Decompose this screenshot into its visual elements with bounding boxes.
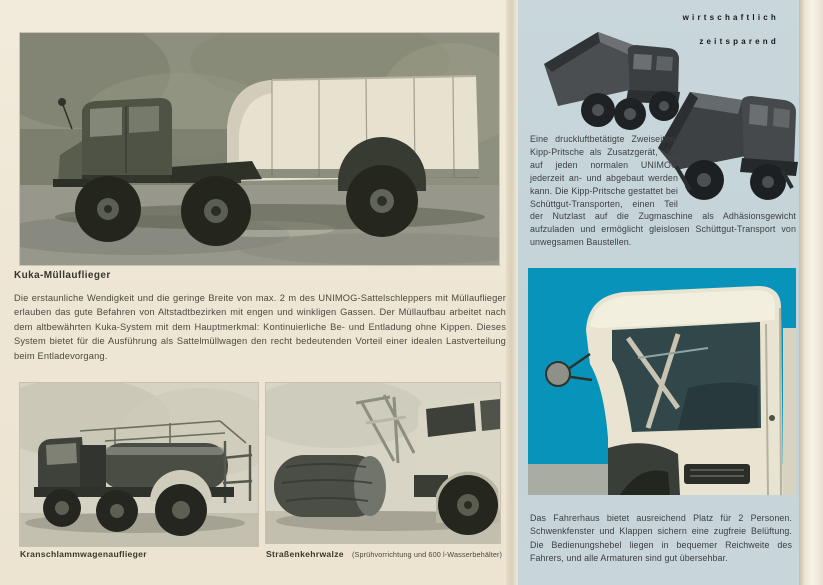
page-spine <box>506 0 518 585</box>
caption-sweeper: Straßenkehrwalze <box>266 549 344 559</box>
sweeper-illustration <box>266 383 500 543</box>
right-top-paragraph-wrap <box>530 133 796 249</box>
photo-sludge-tanker <box>20 383 258 546</box>
main-photo-garbage-truck <box>20 33 499 265</box>
slogan-line-2: zeitsparend <box>699 37 779 46</box>
caption-sweeper-note: (Sprühvorrichtung und 600 l-Wasserbehälter) <box>352 550 503 559</box>
caption-tanker: Kranschlammwagenauflieger <box>20 549 147 559</box>
right-bottom-paragraph: Das Fahrerhaus bietet ausreichend Platz für 2 Personen. Schwenkfenster und Klappen sichern eine zugfreie Belüftung. Die Bedienungshebel liegen in bequemer Reichweite des Fahrers, und alle Armaturen sind gut übersehbar. <box>530 513 792 564</box>
section-heading: Kuka-Müllauflieger <box>14 270 111 281</box>
garbage-truck-illustration <box>20 33 499 265</box>
cab-illustration <box>528 268 796 495</box>
photo-driver-cab <box>528 268 796 495</box>
photo-street-sweeper <box>266 383 500 543</box>
right-top-paragraph: Eine druckluftbetätigte Zweiseiten-Kipp-Pritsche als Zusatzgerät, das auf jeden normalen UNIMOG jederzeit an- und abgebaut werden kann. Die Kipp-Pritsche gestattet bei Schüttgut-Transporten, einen Teil der Nutzlast auf die Zugmaschine als Adhäsionsgewicht aufzuladen und ermöglicht gleislosen Schüttgut-Transport von unwegsamen Baustellen. <box>530 134 796 248</box>
brochure-right-page <box>518 0 799 585</box>
tanker-truck-illustration <box>20 383 258 546</box>
cutout-wrap-spacer <box>678 133 796 199</box>
page-edge-strip <box>799 0 823 585</box>
slogan-line-1: wirtschaftlich <box>682 13 779 22</box>
left-body-text: Die erstaunliche Wendigkeit und die geringe Breite von max. 2 m des UNIMOG-Sattelschleppers mit Müllauflieger erlauben das gute Befahren von Altstadtbezirken mit engen und winkligen Gassen. Der Müllaufbau arbeitet nach dem altbewährten Kuka-System mit dem Hauptmerkmal: Kontinuierliche Be- und Entladung ohne Kippen. Dieses System bietet für die Ausführung als Sattelmüllwagen den recht bedeutenden Vorteil einer idealen Lastverteilung beim Entladevorgang. <box>14 293 506 361</box>
